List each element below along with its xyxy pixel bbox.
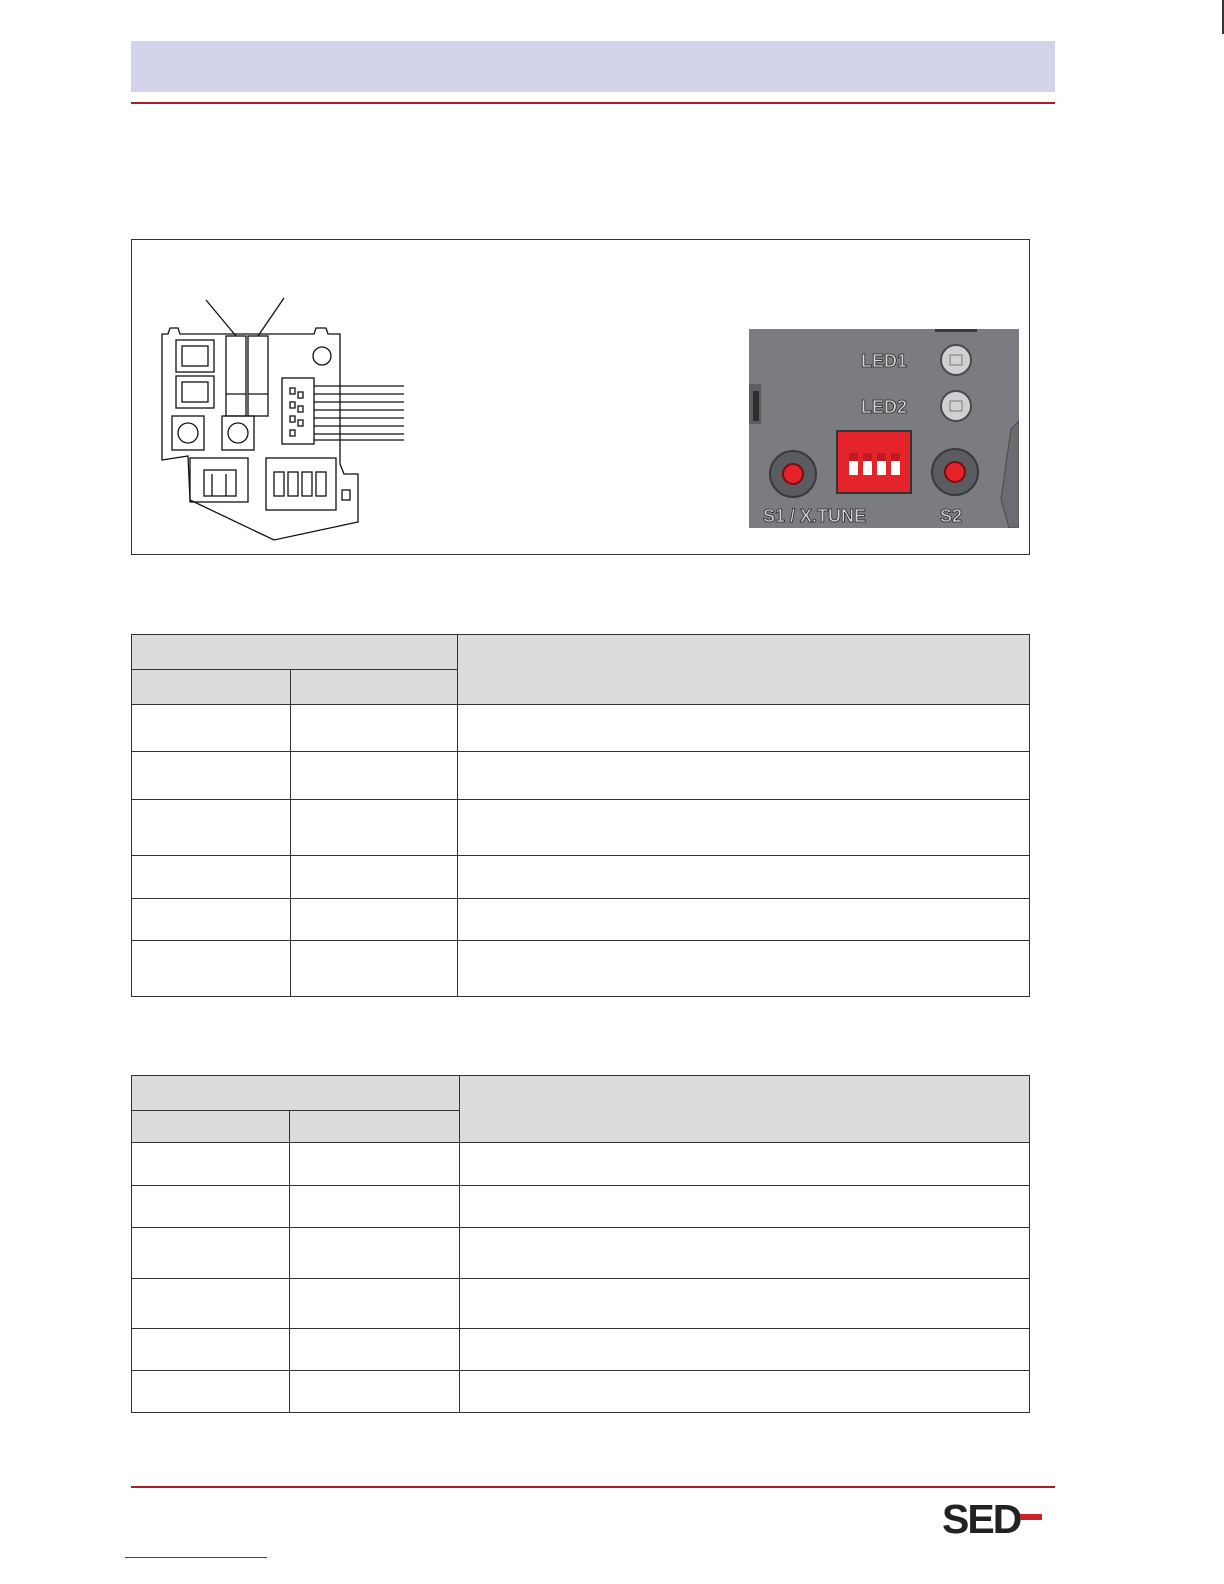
footer-link-underline[interactable]	[125, 1557, 267, 1558]
table-row	[132, 941, 1030, 997]
table-row	[132, 899, 1030, 941]
led2-label: LED2	[861, 397, 908, 417]
s2-label: S2	[940, 506, 963, 526]
sed-logo-text: SED	[942, 1497, 1021, 1537]
settings-table-1	[131, 634, 1030, 997]
header-band	[131, 41, 1055, 92]
table-row	[132, 1371, 1030, 1413]
table1-header-group	[132, 635, 458, 670]
table1-header-col2	[291, 670, 458, 705]
s1-button	[770, 451, 816, 497]
s2-button	[932, 449, 978, 495]
control-panel-photo	[749, 329, 1019, 528]
table2-header-description	[460, 1076, 1030, 1143]
table-row	[132, 1279, 1030, 1329]
table1-header-col1	[132, 670, 291, 705]
pcb-drawing	[150, 290, 420, 550]
table-row	[132, 1329, 1030, 1371]
sed-logo	[942, 1497, 1056, 1537]
settings-table-2	[131, 1075, 1030, 1413]
led2-indicator	[941, 391, 971, 421]
table-row	[132, 705, 1030, 752]
table1-header-description	[458, 635, 1030, 705]
table2-header-col2	[290, 1111, 460, 1143]
logo-accent	[1020, 1514, 1042, 1520]
table2-header-group	[132, 1076, 460, 1111]
table2-header-col1	[132, 1111, 290, 1143]
led1-label: LED1	[861, 351, 908, 371]
dip-switch	[837, 431, 911, 493]
s1-label: S1 / X.TUNE	[763, 506, 867, 526]
led1-indicator	[941, 345, 971, 375]
header-rule	[131, 102, 1055, 104]
table-row	[132, 1186, 1030, 1228]
table-row	[132, 800, 1030, 856]
table-row	[132, 1143, 1030, 1186]
table-row	[132, 1228, 1030, 1279]
footer-rule	[131, 1486, 1055, 1488]
table-row	[132, 752, 1030, 800]
table-row	[132, 856, 1030, 899]
